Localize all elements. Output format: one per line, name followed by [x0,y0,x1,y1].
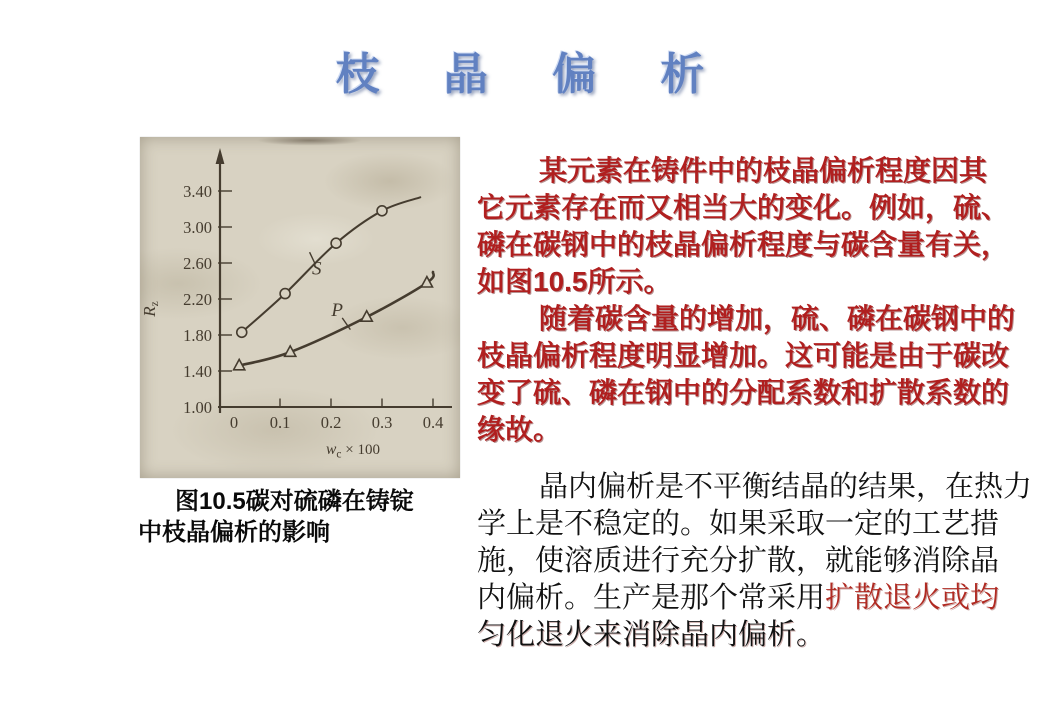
text-line [477,580,1022,617]
series-S-marker [377,206,387,216]
text-segment-red: 扩散退火或均 [825,582,1000,614]
text-line: 随着碳含量的增加，硫、磷在碳钢中的 [539,303,1016,334]
y-axis-arrow [216,148,225,164]
x-axis-label: $w_c \times 100$ [326,441,380,461]
series-S-label: S [311,258,322,280]
text-line: 学上是不稳定的。如果采取一定的工艺措 [477,508,1000,540]
paragraph-1 [477,152,1022,300]
x-tick-label: 0.4 [422,413,444,432]
text-line: 某元素在铸件中的枝晶偏析程度因其 [539,155,988,186]
figure-caption [138,486,458,548]
segregation-chart-svg [140,137,460,478]
y-axis-label: Rz [140,301,161,317]
text-line: 它元素存在而又相当大的变化。例如，硫、 [477,192,1010,223]
paragraph-2 [477,300,1022,448]
figure-caption-line1: 图10.5碳对硫磷在铸锭 [175,488,414,515]
text-line: 施，使溶质进行充分扩散，就能够消除晶 [477,545,1000,577]
text-line: 匀化退火来消除晶内偏析。 [477,619,826,651]
figure-caption-line2: 中枝晶偏析的影响 [138,519,330,546]
y-tick-label: 1.40 [183,362,212,381]
text-line: 晶内偏析是不平衡结晶的结果，在热力 [539,471,1033,503]
y-tick-label: 1.80 [183,326,212,345]
y-tick-label: 1.00 [183,398,212,417]
series-S-marker [331,238,341,248]
text-line: 如图10.5所示。 [477,266,672,297]
slide-title: 枝 晶 偏 析 [335,50,731,99]
text-line: 枝晶偏析程度明显增加。这可能是由于碳改 [477,340,1010,371]
figure-scan [140,137,460,478]
x-tick-label: 0.2 [320,413,342,432]
series-S-marker [280,289,290,299]
series-S-marker [237,327,247,337]
text-line: 变了硫、磷在钢中的分配系数和扩散系数的 [477,377,1010,408]
text-line: 磷在碳钢中的枝晶偏析程度与碳含量有关， [477,229,1010,260]
y-tick-label: 2.60 [183,254,212,273]
series-P-label: P [331,299,343,321]
y-tick-label: 2.20 [183,290,212,309]
x-tick-label: 0.3 [371,413,393,432]
body-text [477,152,1033,654]
text-segment-black: 内偏析。生产是那个常采用 [477,582,826,614]
x-tick-label: 0 [229,413,239,432]
text-line: 缘故。 [477,414,562,445]
paragraph-3 [477,469,1033,654]
y-tick-label: 3.00 [183,218,212,237]
y-tick-label: 3.40 [183,182,212,201]
x-tick-label: 0.1 [269,413,291,432]
